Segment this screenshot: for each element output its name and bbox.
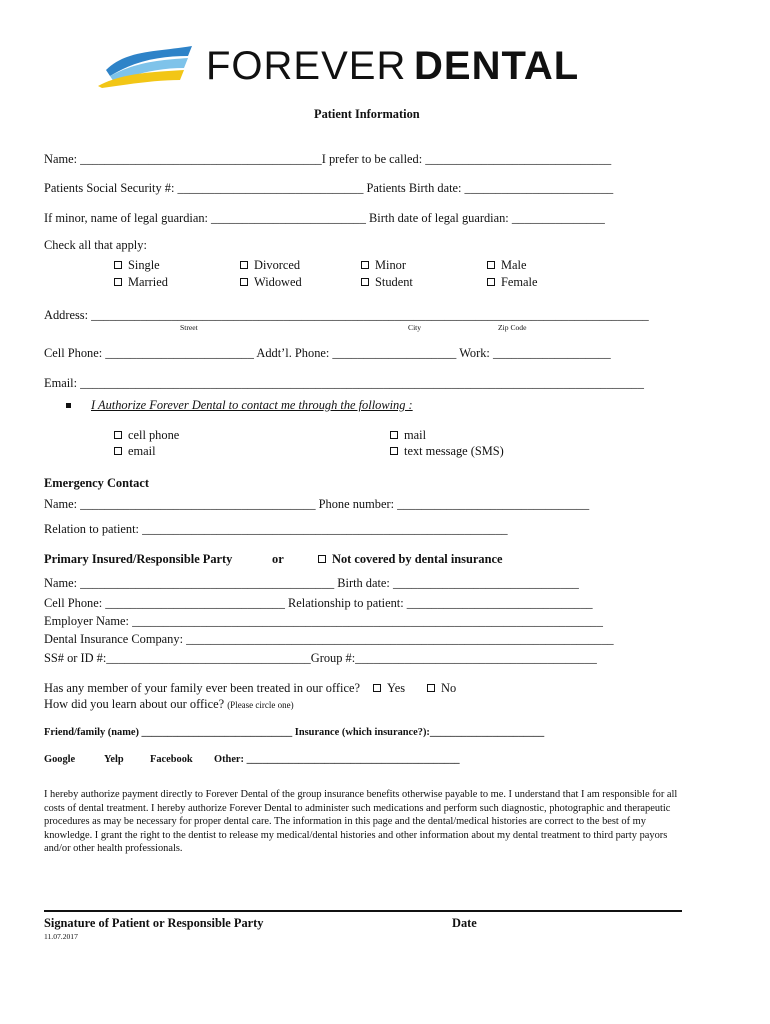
checkbox-icon[interactable] bbox=[427, 684, 435, 692]
not-covered-option[interactable]: Not covered by dental insurance bbox=[318, 552, 502, 567]
checkbox-icon[interactable] bbox=[373, 684, 381, 692]
page-title: Patient Information bbox=[314, 107, 420, 121]
ssn-line[interactable]: Patients Social Security #: ______________________________ Patients Birth date: ________________________ bbox=[44, 181, 614, 195]
family-yes-option[interactable]: Yes bbox=[373, 681, 405, 696]
checkbox-icon[interactable] bbox=[390, 447, 398, 455]
signature-line[interactable] bbox=[44, 910, 682, 912]
primary-insured-heading: Primary Insured/Responsible Party bbox=[44, 552, 233, 566]
option-student[interactable]: Student bbox=[361, 275, 413, 290]
form-version-date: 11.07.2017 bbox=[44, 932, 78, 941]
employer-line[interactable]: Employer Name: ____________________________________________________________________________ bbox=[44, 614, 603, 628]
checkbox-icon[interactable] bbox=[318, 555, 326, 563]
contact-mail[interactable]: mail bbox=[390, 428, 426, 443]
option-divorced[interactable]: Divorced bbox=[240, 258, 300, 273]
guardian-line[interactable]: If minor, name of legal guardian: _________________________ Birth date of legal guardian: _______________ bbox=[44, 211, 605, 225]
emergency-name-line[interactable]: Name: ______________________________________ Phone number: _______________________________ bbox=[44, 497, 590, 511]
friend-insurance-line[interactable]: Friend/family (name) _____________________________ Insurance (which insurance?):______________________ bbox=[44, 727, 545, 738]
option-male[interactable]: Male bbox=[487, 258, 526, 273]
option-single[interactable]: Single bbox=[114, 258, 160, 273]
contact-cell-phone[interactable]: cell phone bbox=[114, 428, 179, 443]
address-city-label: City bbox=[408, 323, 422, 332]
option-female[interactable]: Female bbox=[487, 275, 537, 290]
insurance-company-line[interactable]: Dental Insurance Company: _____________________________________________________________________ bbox=[44, 632, 614, 646]
logo-word-dental: DENTAL bbox=[414, 44, 580, 88]
address-line[interactable]: Address: __________________________________________________________________________________________ bbox=[44, 308, 649, 322]
name-line[interactable]: Name: _______________________________________I prefer to be called: ______________________________ bbox=[44, 152, 612, 166]
check-all-label: Check all that apply: bbox=[44, 238, 147, 252]
insured-name-line[interactable]: Name: _________________________________________ Birth date: ______________________________ bbox=[44, 576, 579, 590]
family-no-option[interactable]: No bbox=[427, 681, 456, 696]
checkbox-icon[interactable] bbox=[487, 278, 495, 286]
checkbox-icon[interactable] bbox=[114, 431, 122, 439]
checkbox-icon[interactable] bbox=[240, 278, 248, 286]
authorization-paragraph: I hereby authorize payment directly to Forever Dental of the group insurance benefits otherwise payable to me. I understand that I am responsible for all costs of dental treatment. I hereby authorize Forever Dental to administer such medications and perform such diagnostic, photographic and therapeutic procedures as may be necessary for proper dental care. The information in this page and the dental/medical histories are correct to the best of my knowledge. I grant the right to the dentist to release my medical/dental histories and other information about my dental treatment to third party payors and/or other health professionals. bbox=[44, 789, 678, 855]
checkbox-icon[interactable] bbox=[487, 261, 495, 269]
option-widowed[interactable]: Widowed bbox=[240, 275, 302, 290]
emergency-relation-line[interactable]: Relation to patient: ___________________________________________________________ bbox=[44, 522, 508, 536]
forever-dental-logo-mark bbox=[96, 42, 196, 88]
learn-hint: (Please circle one) bbox=[227, 700, 294, 710]
checkbox-icon[interactable] bbox=[390, 431, 398, 439]
option-minor[interactable]: Minor bbox=[361, 258, 406, 273]
contact-text-message[interactable]: text message (SMS) bbox=[390, 444, 504, 459]
learn-question: How did you learn about our office? (Please circle one) bbox=[44, 697, 294, 711]
or-label: or bbox=[272, 552, 284, 566]
checkbox-icon[interactable] bbox=[114, 447, 122, 455]
bullet-icon bbox=[66, 403, 71, 408]
referral-google[interactable]: Google bbox=[44, 754, 76, 765]
phone-line[interactable]: Cell Phone: ________________________ Addt’l. Phone: ____________________ Work: ___________________ bbox=[44, 346, 611, 360]
email-line[interactable]: Email: ___________________________________________________________________________________________ bbox=[44, 376, 644, 390]
checkbox-icon[interactable] bbox=[361, 261, 369, 269]
checkbox-icon[interactable] bbox=[361, 278, 369, 286]
address-zip-label: Zip Code bbox=[498, 323, 527, 332]
checkbox-icon[interactable] bbox=[114, 278, 122, 286]
referral-other[interactable]: Other: _________________________________________ bbox=[214, 754, 460, 765]
referral-facebook[interactable]: Facebook bbox=[150, 754, 193, 765]
address-street-label: Street bbox=[180, 323, 198, 332]
family-treated-question: Has any member of your family ever been treated in our office? bbox=[44, 681, 360, 695]
emergency-contact-heading: Emergency Contact bbox=[44, 476, 149, 490]
referral-yelp[interactable]: Yelp bbox=[104, 754, 124, 765]
insured-cell-line[interactable]: Cell Phone: _____________________________ Relationship to patient: ______________________________ bbox=[44, 596, 593, 610]
option-married[interactable]: Married bbox=[114, 275, 168, 290]
date-label: Date bbox=[452, 916, 477, 930]
contact-email[interactable]: email bbox=[114, 444, 156, 459]
logo-word-forever: FOREVER bbox=[206, 44, 407, 88]
checkbox-icon[interactable] bbox=[114, 261, 122, 269]
ss-id-group-line[interactable]: SS# or ID #:_________________________________Group #:_______________________________________ bbox=[44, 651, 597, 665]
signature-label: Signature of Patient or Responsible Party bbox=[44, 916, 264, 930]
checkbox-icon[interactable] bbox=[240, 261, 248, 269]
authorize-contact-label: I Authorize Forever Dental to contact me through the following : bbox=[91, 398, 413, 412]
